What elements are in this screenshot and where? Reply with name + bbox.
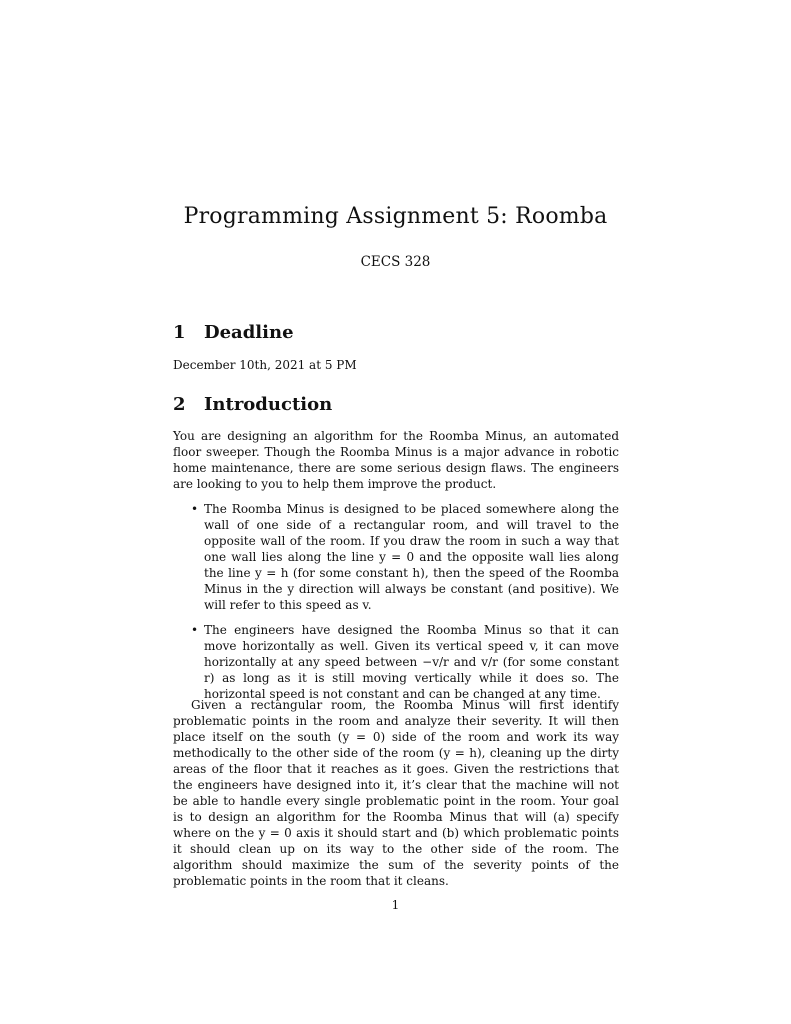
list-item <box>191 622 619 702</box>
list-item-text: The Roomba Minus is designed to be placed somewhere along the wall of one side of a rectangular room, and will travel to the opposite wall of the room. If you draw the room in such a way that one wall lies along the line y = 0 and the opposite wall lies along the line y = h (for some constant h), then the speed of the Roomba Minus in the y direction will always be constant (and positive). We will refer to this speed as v. <box>204 502 619 612</box>
section-title: Deadline <box>204 322 294 343</box>
algorithm-goal-paragraph: Given a rectangular room, the Roomba Minus will first identify problematic points in the room and analyze their severity. It will then place itself on the south (y = 0) side of the room and work its way methodically to the other side of the room (y = h), cleaning up the dirty areas of the floor that it reaches as it goes. Given the restrictions that the engineers have designed into it, it’s clear that the machine will not be able to handle every single problematic point in the room. Your goal is to design an algorithm for the Roomba Minus that will (a) specify where on the y = 0 axis it should start and (b) which problematic points it should clean up on its way to the other side of the room. The algorithm should maximize the sum of the severity points of the problematic points in the room that it cleans. <box>173 698 619 888</box>
intro-paragraph: You are designing an algorithm for the Roomba Minus, an automated floor sweeper. Though the Roomba Minus is a major advance in robotic home maintenance, there are some serious design flaws. The engineers are looking to you to help them improve the product. <box>173 429 619 491</box>
section-title: Introduction <box>204 394 333 415</box>
page-number: 1 <box>391 898 400 912</box>
section-heading-introduction <box>173 394 332 415</box>
course-subtitle: CECS 328 <box>360 254 431 270</box>
bullet-icon: • <box>191 502 199 516</box>
list-item-text: The engineers have designed the Roomba Minus so that it can move horizontally as well. Given its vertical speed v, it can move horizontally at any speed between −v/r and v/r (for some constant r) as long as it is still moving vertically while it does so. The horizontal speed is not constant and can be changed at any time. <box>204 623 619 701</box>
page-title: Programming Assignment 5: Roomba <box>183 204 608 229</box>
section-number: 1 <box>173 322 186 343</box>
list-item <box>191 501 619 613</box>
deadline-text: December 10th, 2021 at 5 PM <box>173 358 357 372</box>
bullet-icon: • <box>191 623 199 637</box>
design-constraints-list <box>191 501 619 702</box>
section-number: 2 <box>173 394 186 415</box>
section-heading-deadline <box>173 322 294 343</box>
